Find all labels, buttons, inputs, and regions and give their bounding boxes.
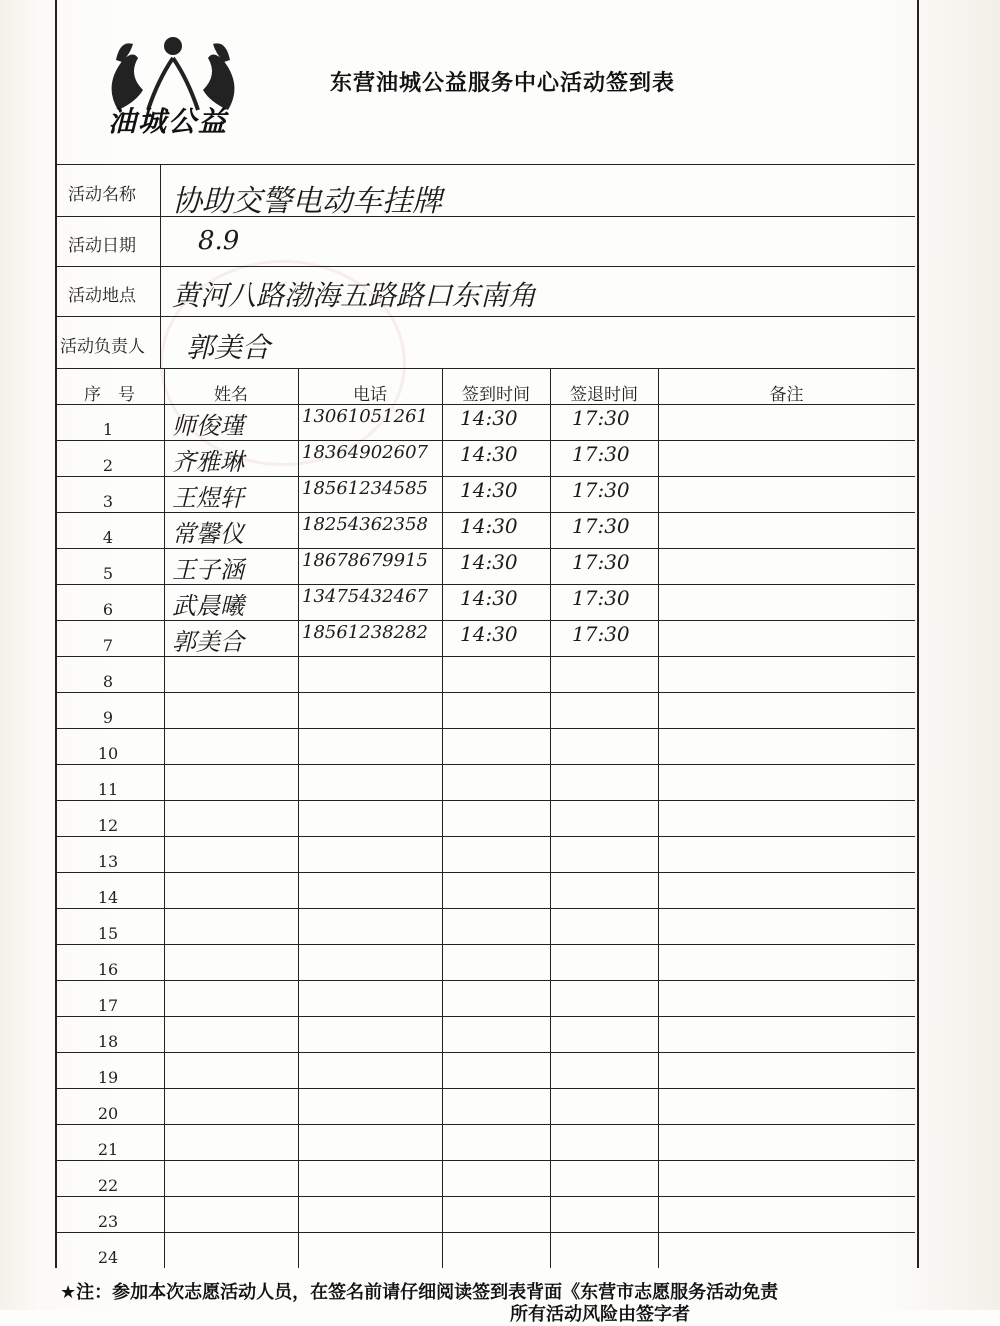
signin-time: 14:30 — [460, 406, 518, 430]
row-divider — [55, 836, 915, 837]
row-divider — [55, 1088, 915, 1089]
row-divider — [55, 476, 915, 477]
row-number: 16 — [97, 960, 119, 980]
row-number: 8 — [102, 672, 114, 692]
row-number: 19 — [97, 1068, 119, 1088]
divider — [160, 164, 161, 368]
row-divider — [55, 1124, 915, 1125]
row-number: 18 — [97, 1032, 119, 1052]
row-number: 17 — [97, 996, 119, 1016]
header-phone: 电话 — [353, 385, 387, 405]
divider — [55, 266, 915, 267]
logo-text: 油城公益 — [108, 105, 229, 138]
divider — [298, 368, 299, 1268]
signer-name: 王煜轩 — [172, 484, 244, 512]
divider — [55, 164, 915, 165]
row-number: 4 — [102, 528, 114, 548]
activity-place-value: 黄河八路渤海五路路口东南角 — [172, 279, 537, 312]
divider — [55, 316, 915, 317]
header-remark: 备注 — [769, 385, 804, 405]
activity-place-label: 活动地点 — [68, 286, 136, 306]
divider — [658, 368, 659, 1268]
signer-phone: 13475432467 — [302, 586, 428, 607]
row-divider — [55, 872, 915, 873]
row-number: 24 — [97, 1248, 119, 1268]
row-number: 21 — [97, 1140, 119, 1160]
signin-time: 14:30 — [460, 622, 518, 646]
signer-phone: 18254362358 — [302, 514, 428, 535]
header-seq: 序 号 — [84, 385, 135, 405]
signer-name: 常馨仪 — [172, 520, 244, 548]
row-number: 20 — [97, 1104, 119, 1124]
signin-time: 14:30 — [460, 586, 518, 610]
row-number: 7 — [102, 636, 114, 656]
activity-leader-label: 活动负责人 — [60, 337, 145, 357]
header-signout-time: 签退时间 — [570, 385, 638, 405]
row-number: 5 — [102, 564, 114, 584]
row-number: 2 — [102, 456, 114, 476]
signer-phone: 18678679915 — [302, 550, 428, 571]
row-divider — [55, 908, 915, 909]
row-number: 10 — [97, 744, 119, 764]
row-divider — [55, 800, 915, 801]
signer-phone: 13061051261 — [302, 406, 428, 427]
row-divider — [55, 584, 915, 585]
signer-name: 郭美合 — [172, 628, 244, 656]
row-divider — [55, 512, 915, 513]
footer-note-line2: 所有活动风险由签字者 — [60, 1304, 690, 1325]
row-divider — [55, 980, 915, 981]
row-number: 9 — [102, 708, 114, 728]
signer-phone: 18364902607 — [302, 442, 428, 463]
row-divider — [55, 620, 915, 621]
row-number: 3 — [102, 492, 114, 512]
row-divider — [55, 404, 915, 405]
signout-time: 17:30 — [572, 478, 630, 502]
signin-time: 14:30 — [460, 442, 518, 466]
row-number: 13 — [97, 852, 119, 872]
signer-name: 王子涵 — [172, 556, 244, 584]
activity-name-label: 活动名称 — [68, 185, 136, 205]
divider — [55, 368, 915, 369]
signout-time: 17:30 — [572, 586, 630, 610]
signin-time: 14:30 — [460, 550, 518, 574]
row-divider — [55, 1016, 915, 1017]
row-number: 22 — [97, 1176, 119, 1196]
signer-name: 齐雅琳 — [172, 448, 244, 476]
header-signin-time: 签到时间 — [462, 385, 530, 405]
divider — [164, 368, 165, 1268]
row-number: 12 — [97, 816, 119, 836]
row-number: 23 — [97, 1212, 119, 1232]
signer-phone: 18561234585 — [302, 478, 428, 499]
signer-phone: 18561238282 — [302, 622, 428, 643]
page-title: 东营油城公益服务中心活动签到表 — [330, 71, 676, 96]
signer-name: 师俊瑾 — [172, 412, 244, 440]
activity-leader-value: 郭美合 — [186, 331, 271, 364]
signin-time: 14:30 — [460, 478, 518, 502]
row-number: 11 — [97, 780, 119, 800]
signin-time: 14:30 — [460, 514, 518, 538]
row-number: 14 — [97, 888, 119, 908]
activity-date-label: 活动日期 — [68, 236, 136, 256]
activity-name-value: 协助交警电动车挂牌 — [172, 184, 442, 219]
divider — [442, 368, 443, 1268]
row-divider — [55, 692, 915, 693]
signout-time: 17:30 — [572, 406, 630, 430]
row-number: 1 — [102, 420, 114, 440]
divider — [550, 368, 551, 1268]
row-divider — [55, 1160, 915, 1161]
signout-time: 17:30 — [572, 514, 630, 538]
row-divider — [55, 728, 915, 729]
row-number: 15 — [97, 924, 119, 944]
row-divider — [55, 1052, 915, 1053]
row-divider — [55, 440, 915, 441]
signout-time: 17:30 — [572, 442, 630, 466]
row-divider — [55, 944, 915, 945]
signout-time: 17:30 — [572, 550, 630, 574]
footer-note-line1: ★注：参加本次志愿活动人员，在签名前请仔细阅读签到表背面《东营市志愿服务活动免责 — [60, 1282, 779, 1303]
signer-name: 武晨曦 — [172, 592, 244, 620]
header-name: 姓名 — [214, 385, 248, 405]
row-divider — [55, 1232, 915, 1233]
row-number: 6 — [102, 600, 114, 620]
signout-time: 17:30 — [572, 622, 630, 646]
row-divider — [55, 656, 915, 657]
row-divider — [55, 548, 915, 549]
row-divider — [55, 1196, 915, 1197]
row-divider — [55, 764, 915, 765]
activity-date-value: 8.9 — [198, 226, 240, 256]
